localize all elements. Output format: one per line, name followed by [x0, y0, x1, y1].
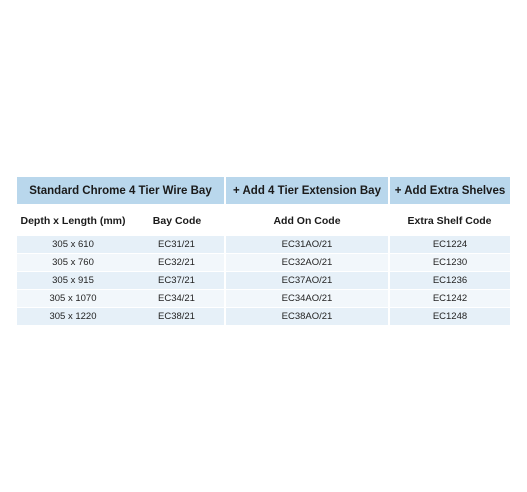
cell-depth-length: 305 x 610 [17, 236, 129, 254]
cell-add-on-code: EC34AO/21 [225, 290, 389, 308]
cell-add-on-code: EC32AO/21 [225, 254, 389, 272]
cell-extra-shelf-code: EC1230 [389, 254, 510, 272]
cell-extra-shelf-code: EC1242 [389, 290, 510, 308]
column-header-add-on-code: Add On Code [225, 206, 389, 236]
cell-depth-length: 305 x 760 [17, 254, 129, 272]
cell-extra-shelf-code: EC1248 [389, 308, 510, 326]
table-row [17, 290, 510, 308]
cell-add-on-code: EC31AO/21 [225, 236, 389, 254]
table-row [17, 272, 510, 290]
cell-bay-code: EC38/21 [129, 308, 225, 326]
cell-bay-code: EC31/21 [129, 236, 225, 254]
group-header-row [17, 177, 510, 204]
column-header-depth-length: Depth x Length (mm) [17, 206, 129, 236]
cell-extra-shelf-code: EC1224 [389, 236, 510, 254]
product-code-table [17, 177, 510, 326]
cell-bay-code: EC34/21 [129, 290, 225, 308]
cell-add-on-code: EC37AO/21 [225, 272, 389, 290]
table-row [17, 308, 510, 326]
group-header-extension-bay: + Add 4 Tier Extension Bay [225, 177, 389, 204]
column-header-extra-shelf-code: Extra Shelf Code [389, 206, 510, 236]
table-row [17, 254, 510, 272]
cell-depth-length: 305 x 1220 [17, 308, 129, 326]
cell-depth-length: 305 x 915 [17, 272, 129, 290]
column-header-bay-code: Bay Code [129, 206, 225, 236]
cell-depth-length: 305 x 1070 [17, 290, 129, 308]
column-header-row [17, 206, 510, 236]
cell-bay-code: EC37/21 [129, 272, 225, 290]
group-header-extra-shelves: + Add Extra Shelves [389, 177, 510, 204]
cell-extra-shelf-code: EC1236 [389, 272, 510, 290]
cell-bay-code: EC32/21 [129, 254, 225, 272]
group-header-standard-bay: Standard Chrome 4 Tier Wire Bay [17, 177, 225, 204]
cell-add-on-code: EC38AO/21 [225, 308, 389, 326]
table-row [17, 236, 510, 254]
